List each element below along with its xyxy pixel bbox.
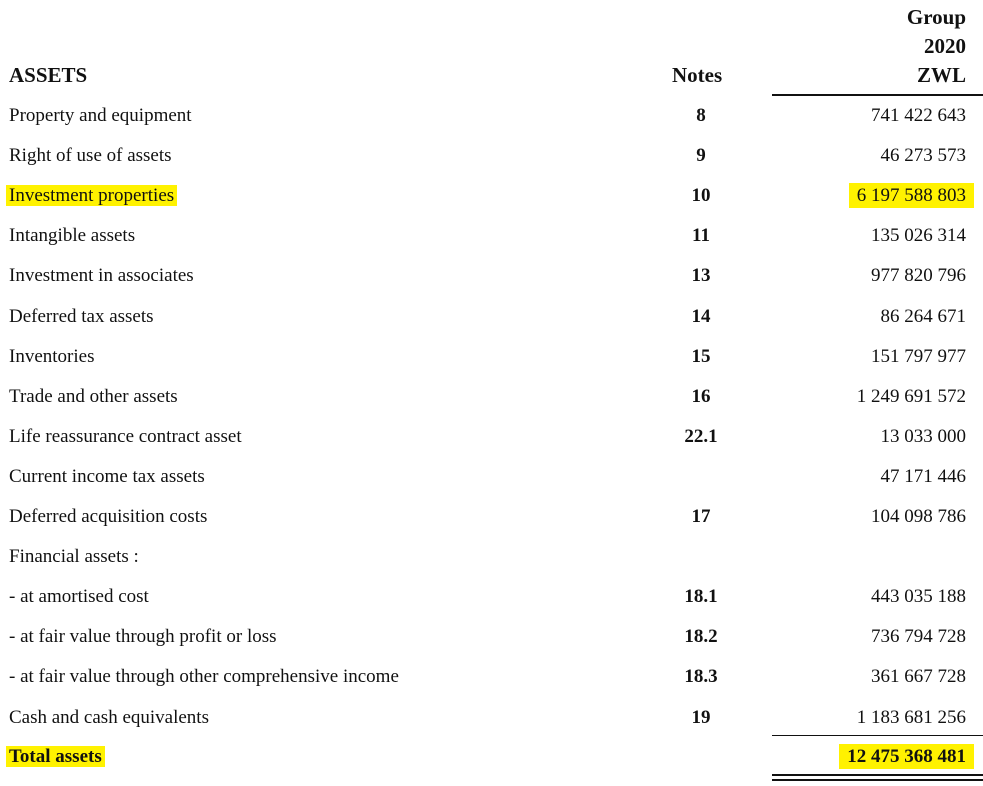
- row-amount-value: 443 035 188: [871, 586, 966, 607]
- row-amount-value: 1 183 681 256: [856, 707, 966, 728]
- row-label-text: Current income tax assets: [9, 466, 205, 487]
- table-row: [0, 577, 983, 617]
- row-label-text: Deferred tax assets: [9, 306, 154, 327]
- table-row: [0, 216, 983, 256]
- row-note: [652, 537, 750, 577]
- row-amount-value: 741 422 643: [871, 105, 966, 126]
- table-row: [0, 337, 983, 377]
- notes-column-heading: Notes: [672, 63, 723, 87]
- row-label-text: Investment properties: [6, 185, 177, 206]
- row-note: 17: [691, 506, 711, 527]
- table-row: [0, 136, 983, 176]
- row-amount-value: 151 797 977: [871, 346, 966, 367]
- row-label-text: Right of use of assets: [9, 145, 172, 166]
- row-amount: [871, 657, 966, 697]
- row-label-text: - at amortised cost: [9, 586, 149, 607]
- row-note: 18.2: [684, 626, 718, 647]
- row-amount: [852, 176, 966, 216]
- row-label: [9, 96, 192, 136]
- row-amount-value: 361 667 728: [871, 666, 966, 687]
- row-amount: [857, 698, 966, 738]
- row-label: [9, 176, 174, 216]
- row-amount-value: 13 033 000: [880, 426, 966, 447]
- row-amount-value: 6 197 588 803: [849, 183, 974, 208]
- row-amount: [871, 256, 966, 296]
- row-label: [9, 497, 207, 537]
- row-note: 13: [691, 265, 711, 286]
- row-label: [9, 537, 139, 577]
- total-assets-amount: 12 475 368 481: [839, 744, 974, 769]
- row-label-text: Investment in associates: [9, 265, 194, 286]
- row-note: 14: [691, 306, 711, 327]
- row-label-text: Trade and other assets: [9, 386, 178, 407]
- row-label: [9, 377, 178, 417]
- table-row: [0, 377, 983, 417]
- row-label: [9, 417, 242, 457]
- row-amount-value: 736 794 728: [871, 626, 966, 647]
- table-row: [0, 96, 983, 136]
- row-amount-value: 977 820 796: [871, 265, 966, 286]
- row-label-text: - at fair value through profit or loss: [9, 626, 277, 647]
- row-amount: [881, 417, 967, 457]
- row-amount-value: 47 171 446: [880, 466, 966, 487]
- row-label: [9, 617, 277, 657]
- row-label-text: Cash and cash equivalents: [9, 707, 209, 728]
- row-label: [9, 136, 172, 176]
- row-label-text: Inventories: [9, 346, 95, 367]
- row-label: [9, 457, 205, 497]
- row-label-text: Intangible assets: [9, 225, 136, 246]
- row-note: 18.3: [684, 666, 718, 687]
- row-amount: [857, 377, 966, 417]
- row-note: 9: [696, 145, 706, 166]
- table-row: [0, 176, 983, 216]
- table-row: [0, 417, 983, 457]
- table-row: [0, 537, 983, 577]
- row-label-text: Financial assets :: [9, 546, 139, 567]
- row-note: 22.1: [684, 426, 718, 447]
- table-row: [0, 497, 983, 537]
- row-amount: [871, 617, 966, 657]
- row-label: [9, 256, 194, 296]
- row-label: [9, 577, 149, 617]
- row-label-text: Property and equipment: [9, 105, 192, 126]
- row-note: 11: [692, 225, 710, 246]
- row-label: [9, 698, 209, 738]
- row-amount: [881, 297, 967, 337]
- row-label-text: Deferred acquisition costs: [9, 506, 208, 527]
- total-double-underline-bottom: [772, 779, 983, 781]
- row-note: 15: [691, 346, 711, 367]
- table-row: [0, 657, 983, 697]
- year-column-heading: 2020: [924, 34, 966, 58]
- row-label: [9, 337, 94, 377]
- table-row: [0, 617, 983, 657]
- row-label-text: - at fair value through other comprehensive income: [9, 666, 399, 687]
- row-amount: [871, 337, 966, 377]
- row-note: 18.1: [684, 586, 718, 607]
- table-row: [0, 698, 983, 738]
- subtotal-rule: [772, 735, 983, 736]
- total-assets-row: [0, 737, 983, 777]
- table-row: [0, 297, 983, 337]
- row-note: 16: [691, 386, 711, 407]
- row-amount-value: 104 098 786: [871, 506, 966, 527]
- group-column-heading: Group: [906, 5, 966, 29]
- row-amount: [871, 497, 966, 537]
- row-amount-value: 46 273 573: [880, 145, 966, 166]
- row-label: [9, 216, 135, 256]
- table-row: [0, 457, 983, 497]
- row-amount-value: 1 249 691 572: [856, 386, 966, 407]
- row-note: 8: [696, 105, 706, 126]
- row-amount: [871, 577, 966, 617]
- row-note: 10: [691, 185, 711, 206]
- row-label: [9, 657, 399, 697]
- row-label-text: Life reassurance contract asset: [9, 426, 242, 447]
- row-amount: [871, 96, 966, 136]
- row-amount: [881, 136, 967, 176]
- row-note: [652, 457, 750, 497]
- row-amount: [881, 457, 967, 497]
- row-label: [9, 297, 154, 337]
- total-double-underline-top: [772, 774, 983, 776]
- row-amount-value: 135 026 314: [871, 225, 966, 246]
- assets-heading: ASSETS: [9, 63, 88, 87]
- currency-column-heading: ZWL: [916, 63, 966, 87]
- table-row: [0, 256, 983, 296]
- row-amount: [871, 216, 966, 256]
- row-note: 19: [691, 707, 711, 728]
- row-amount-value: 86 264 671: [880, 306, 966, 327]
- total-assets-label: Total assets: [6, 746, 105, 767]
